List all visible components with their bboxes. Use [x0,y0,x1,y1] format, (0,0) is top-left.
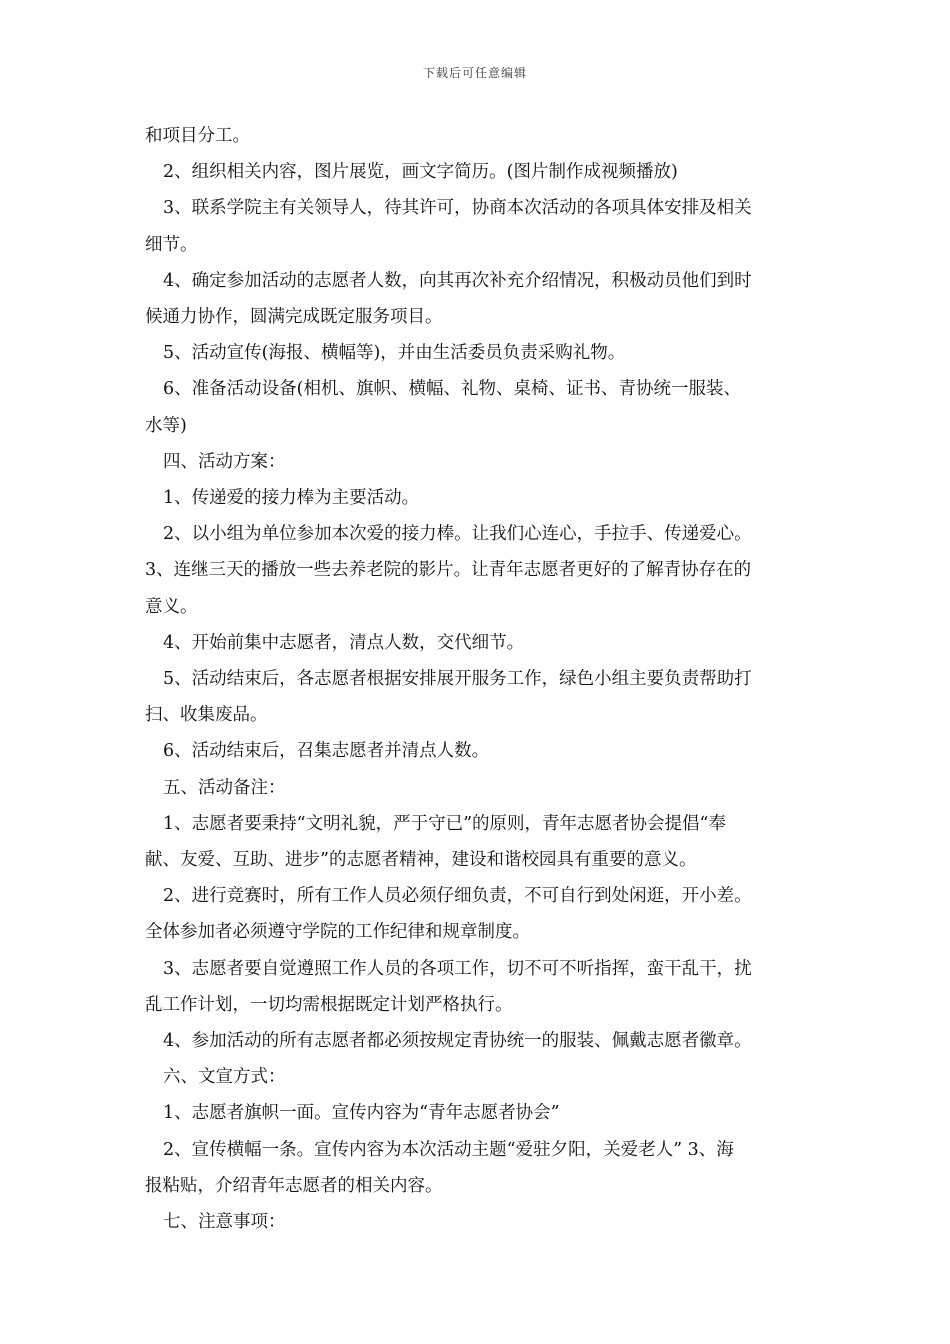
text-line: 5、活动结束后，各志愿者根据安排展开服务工作，绿色小组主要负责帮助打 [163,669,752,690]
text-line: 5、活动宣传(海报、横幅等)，并由生活委员负责采购礼物。 [163,343,626,364]
text-line: 五、活动备注： [163,777,286,798]
text-line: 七、注意事项： [163,1212,286,1233]
text-line: 水等) [145,415,187,436]
text-line: 乱工作计划，一切均需根据既定计划严格执行。 [145,994,513,1015]
text-line: 意义。 [145,596,198,617]
text-line: 3、志愿者要自觉遵照工作人员的各项工作，切不可不听指挥，蛮干乱干，扰 [163,958,752,979]
text-line: 报粘贴，介绍青年志愿者的相关内容。 [145,1175,443,1196]
text-line: 3、联系学院主有关领导人，待其许可，协商本次活动的各项具体安排及相关 [163,198,752,219]
text-line: 2、进行竞赛时，所有工作人员必须仔细负责，不可自行到处闲逛，开小差。 [163,886,752,907]
text-line: 2、以小组为单位参加本次爱的接力棒。让我们心连心，手拉手、传递爱心。 [163,524,752,545]
text-line: 2、宣传横幅一条。宣传内容为本次活动主题“爱驻夕阳，关爱老人” 3、海 [163,1139,734,1160]
text-line: 细节。 [145,234,198,255]
text-line: 候通力协作，圆满完成既定服务项目。 [145,307,443,328]
text-line: 4、确定参加活动的志愿者人数，向其再次补充介绍情况，积极动员他们到时 [163,270,752,291]
text-line: 全体参加者必须遵守学院的工作纪律和规章制度。 [145,922,530,943]
text-line: 六、文宣方式： [163,1067,286,1088]
text-line: 6、准备活动设备(相机、旗帜、横幅、礼物、桌椅、证书、青协统一服装、 [163,379,741,400]
text-line: 2、组织相关内容，图片展览，画文字简历。(图片制作成视频播放) [163,162,678,183]
page-header: 下载后可任意编辑 [422,66,527,80]
text-line: 四、活动方案： [163,451,286,472]
text-line: 1、志愿者要秉持“文明礼貌，严于守已”的原则，青年志愿者协会提倡“奉 [163,813,726,834]
text-line: 献、友爱、互助、进步”的志愿者精神，建设和谐校园具有重要的意义。 [145,850,697,871]
text-line: 扫、收集废品。 [145,705,268,726]
text-line: 1、志愿者旗帜一面。宣传内容为“青年志愿者协会” [163,1103,560,1124]
document-body [145,118,810,1240]
text-line: 1、传递爱的接力棒为主要活动。 [163,488,420,509]
text-line: 6、活动结束后，召集志愿者并清点人数。 [163,741,490,762]
text-line: 4、开始前集中志愿者，清点人数，交代细节。 [163,632,525,653]
text-line: 4、参加活动的所有志愿者都必须按规定青协统一的服装、佩戴志愿者徽章。 [163,1031,752,1052]
text-line: 和项目分工。 [145,126,250,146]
text-line: 3、连继三天的播放一些去养老院的影片。让青年志愿者更好的了解青协存在的 [145,560,752,581]
